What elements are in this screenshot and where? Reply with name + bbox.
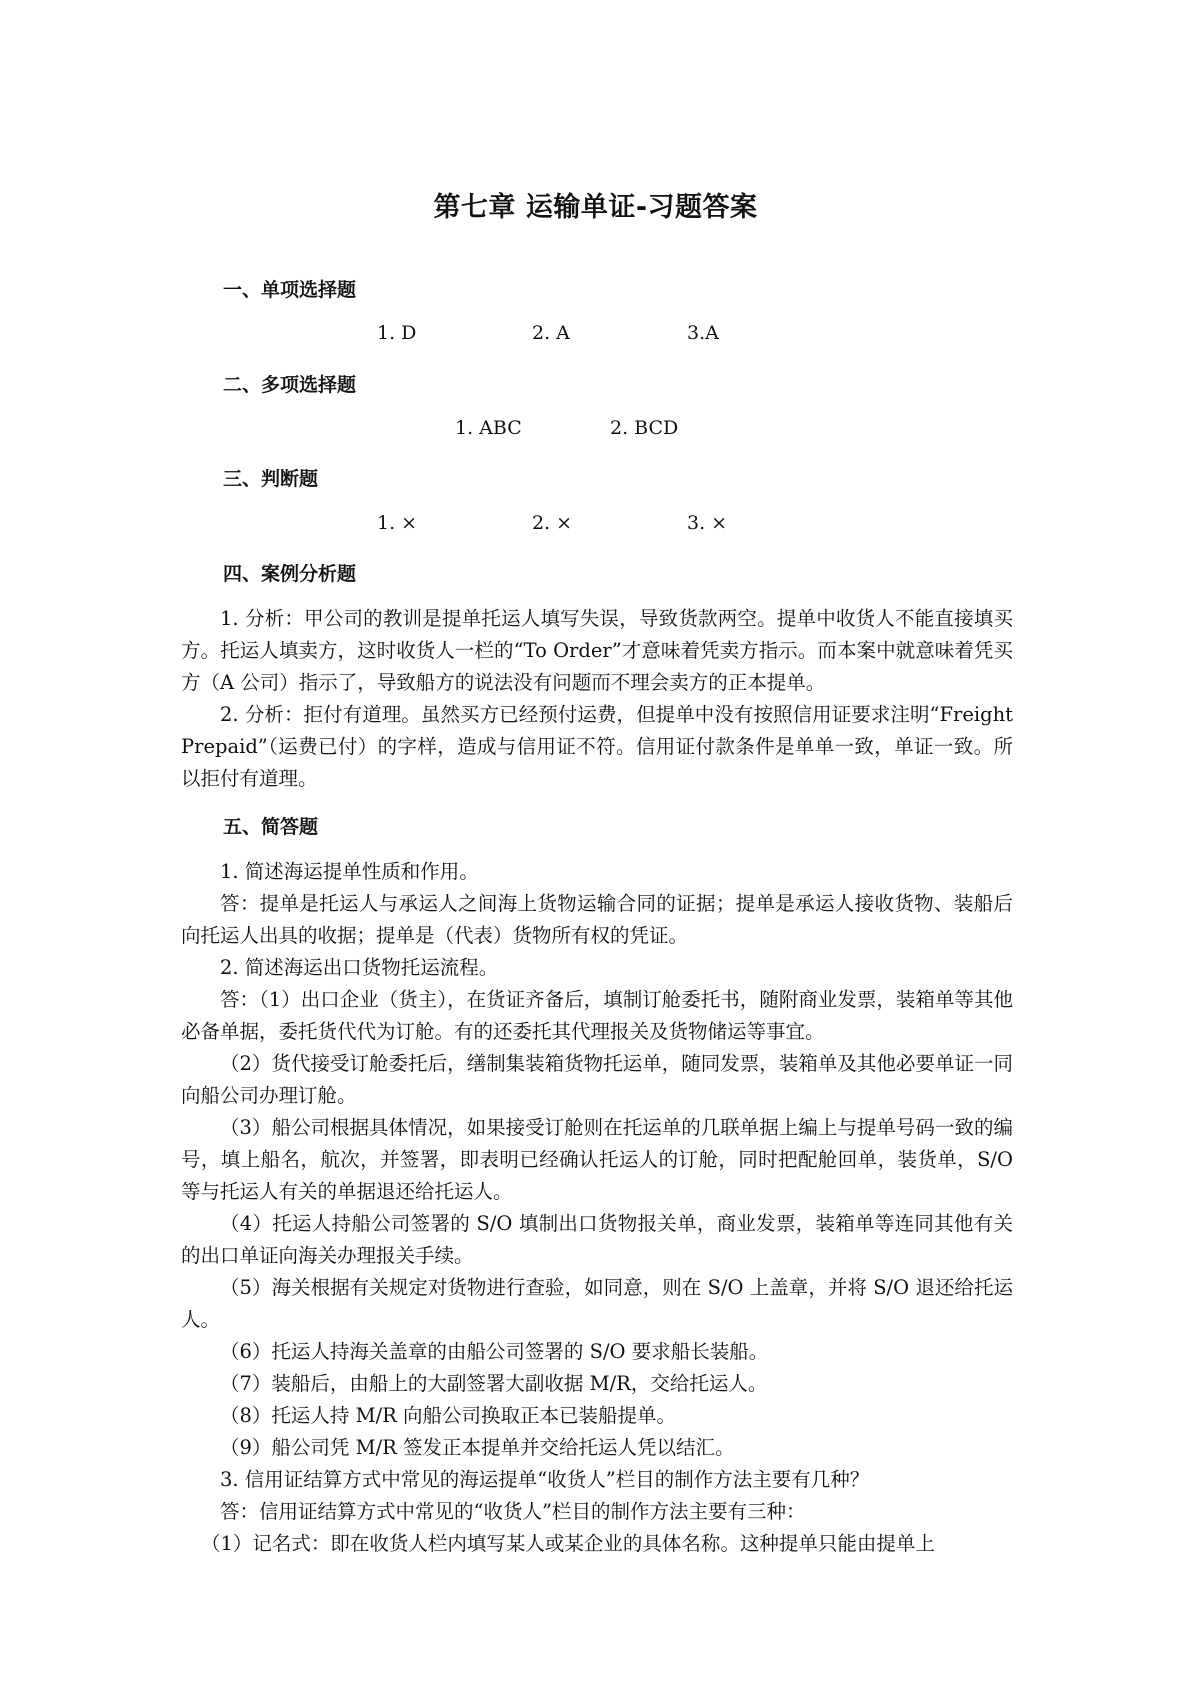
answer-paragraph: （7）装船后，由船上的大副签署大副收据 M/R，交给托运人。: [220, 1372, 768, 1395]
answer-paragraph: 答：信用证结算方式中常见的“收货人”栏目的制作方法主要有三种：: [220, 1500, 806, 1523]
answer-item: 1. D: [377, 322, 417, 344]
answer-item: 2. BCD: [610, 417, 679, 439]
case-analysis-body: [181, 603, 1013, 795]
answer-paragraph: （3）船公司根据具体情况，如果接受订舱则在托运单的几联单据上编上与提单号码一致的编号，填上船名，航次，并签署，即表明已经确认托运人的订舱，同时把配舱回单，装货单，S/O 等与托运人有关的单据退还给托运人。: [181, 1116, 1013, 1203]
page-title: 第七章 运输单证-习题答案: [433, 192, 758, 223]
case-paragraph: 1. 分析：甲公司的教训是提单托运人填写失误，导致货款两空。提单中收货人不能直接填买方。托运人填卖方，这时收货人一栏的“To Order”才意味着凭卖方指示。而本案中就意味着凭买方（A 公司）指示了，导致船方的说法没有问题而不理会卖方的正本提单。: [181, 607, 1013, 694]
answer-item: 3. ×: [687, 512, 728, 534]
section-heading-multiple-choice: 二、多项选择题: [223, 374, 357, 396]
answer-item: 1. ×: [377, 512, 418, 534]
answer-item: 1. ABC: [455, 417, 522, 439]
answer-paragraph: （5）海关根据有关规定对货物进行查验，如同意，则在 S/O 上盖章，并将 S/O 退还给托运人。: [181, 1276, 1013, 1331]
answer-item: 3.A: [687, 322, 719, 344]
answer-paragraph: 答：（1）出口企业（货主），在货证齐备后，填制订舱委托书，随附商业发票，装箱单等其他必备单据，委托货代代为订舱。有的还委托其代理报关及货物储运等事宜。: [181, 988, 1013, 1043]
section-heading-short-answer: 五、简答题: [223, 816, 319, 838]
short-answer-body: [181, 856, 1013, 1560]
answer-paragraph: （8）托运人持 M/R 向船公司换取正本已装船提单。: [220, 1404, 677, 1427]
answer-paragraph: （4）托运人持船公司签署的 S/O 填制出口货物报关单，商业发票，装箱单等连同其他有关的出口单证向海关办理报关手续。: [181, 1212, 1013, 1267]
answer-paragraph: 答：提单是托运人与承运人之间海上货物运输合同的证据；提单是承运人接收货物、装船后向托运人出具的收据；提单是（代表）货物所有权的凭证。: [181, 892, 1013, 947]
section-heading-single-choice: 一、单项选择题: [223, 279, 357, 301]
answer-item: 2. A: [532, 322, 570, 344]
answer-paragraph: （9）船公司凭 M/R 签发正本提单并交给托运人凭以结汇。: [220, 1436, 735, 1459]
question-paragraph: 3. 信用证结算方式中常见的海运提单“收货人”栏目的制作方法主要有几种？: [220, 1468, 870, 1491]
section-heading-true-false: 三、判断题: [223, 468, 319, 490]
answer-item: 2. ×: [532, 512, 573, 534]
question-paragraph: 2. 简述海运出口货物托运流程。: [220, 956, 499, 979]
question-paragraph: 1. 简述海运提单性质和作用。: [220, 860, 479, 883]
answer-paragraph: （6）托运人持海关盖章的由船公司签署的 S/O 要求船长装船。: [220, 1340, 769, 1363]
section-heading-case-analysis: 四、案例分析题: [223, 563, 357, 585]
case-paragraph: 2. 分析：拒付有道理。虽然买方已经预付运费，但提单中没有按照信用证要求注明“Freight Prepaid”（运费已付）的字样，造成与信用证不符。信用证付款条件是单单一致，单证一致。所以拒付有道理。: [181, 703, 1013, 790]
answer-paragraph: （2）货代接受订舱委托后，缮制集装箱货物托运单，随同发票，装箱单及其他必要单证一同向船公司办理订舱。: [181, 1052, 1013, 1107]
answer-paragraph: （1）记名式：即在收货人栏内填写某人或某企业的具体名称。这种提单只能由提单上: [201, 1532, 935, 1555]
